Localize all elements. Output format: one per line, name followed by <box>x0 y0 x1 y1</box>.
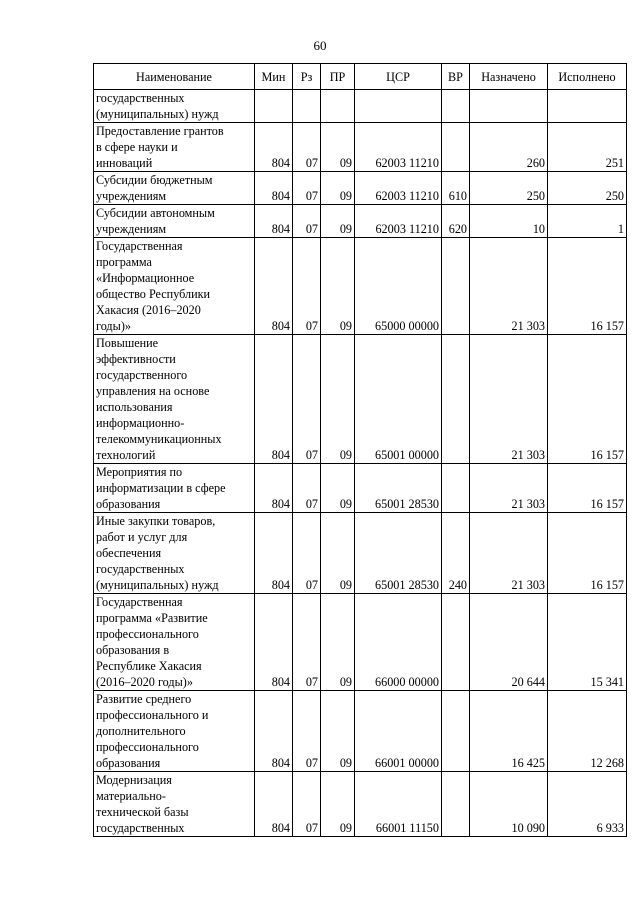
cell-assigned: 10 <box>470 205 548 238</box>
cell-name-line: Повышение <box>96 336 159 350</box>
cell-assigned: 21 303 <box>470 238 548 335</box>
cell-name-line: управления на основе <box>96 384 210 398</box>
cell-name-line: государственных <box>96 91 185 105</box>
cell-name-line: образования <box>96 756 161 770</box>
cell-min: 804 <box>255 335 293 464</box>
cell-pr <box>321 90 355 123</box>
cell-assigned: 21 303 <box>470 335 548 464</box>
cell-name-line: программа <box>96 255 152 269</box>
cell-pr: 09 <box>321 172 355 205</box>
cell-assigned: 10 090 <box>470 772 548 837</box>
cell-rz: 07 <box>293 691 321 772</box>
cell-name-line: государственных <box>96 562 185 576</box>
cell-min: 804 <box>255 123 293 172</box>
cell-name-line: дополнительного <box>96 724 186 738</box>
table-row <box>94 205 627 238</box>
cell-vr <box>442 123 470 172</box>
cell-name-line: общество Республики <box>96 287 211 301</box>
cell-vr: 620 <box>442 205 470 238</box>
table-body <box>94 90 627 837</box>
cell-pr: 09 <box>321 335 355 464</box>
table-header-row <box>94 64 627 90</box>
cell-executed: 16 157 <box>548 238 627 335</box>
cell-pr: 09 <box>321 594 355 691</box>
cell-assigned <box>470 90 548 123</box>
cell-rz: 07 <box>293 772 321 837</box>
cell-vr <box>442 464 470 513</box>
cell-name-line: Хакасия (2016–2020 <box>96 303 201 317</box>
table-row <box>94 90 627 123</box>
cell-csr: 66000 00000 <box>355 594 442 691</box>
cell-name-line: (2016–2020 годы)» <box>96 675 193 689</box>
cell-assigned: 21 303 <box>470 513 548 594</box>
table-row <box>94 464 627 513</box>
cell-name-line: государственного <box>96 368 188 382</box>
cell-name-line: Модернизация <box>96 773 172 787</box>
cell-min: 804 <box>255 772 293 837</box>
cell-name-line: профессионального <box>96 627 199 641</box>
cell-name-line: использования <box>96 400 173 414</box>
cell-name-line: телекоммуникационных <box>96 432 222 446</box>
cell-executed: 16 157 <box>548 513 627 594</box>
header-min: Мин <box>255 64 293 90</box>
table-row <box>94 335 627 464</box>
cell-name <box>94 691 255 772</box>
cell-name-line: инноваций <box>96 156 153 170</box>
cell-name-line: образования в <box>96 643 170 657</box>
cell-name-line: технологий <box>96 448 156 462</box>
cell-name-line: информационно- <box>96 416 185 430</box>
cell-name <box>94 594 255 691</box>
table-row <box>94 594 627 691</box>
cell-rz: 07 <box>293 205 321 238</box>
cell-executed: 16 157 <box>548 335 627 464</box>
cell-min: 804 <box>255 594 293 691</box>
cell-name-line: Развитие среднего <box>96 692 192 706</box>
cell-vr: 610 <box>442 172 470 205</box>
cell-csr: 62003 11210 <box>355 123 442 172</box>
cell-executed: 251 <box>548 123 627 172</box>
cell-name <box>94 513 255 594</box>
cell-rz <box>293 90 321 123</box>
cell-executed <box>548 90 627 123</box>
cell-name <box>94 772 255 837</box>
page-number: 60 <box>313 38 327 53</box>
budget-table <box>93 63 627 837</box>
cell-name-line: профессионального <box>96 740 199 754</box>
header-executed: Исполнено <box>548 64 627 90</box>
cell-name <box>94 464 255 513</box>
cell-vr <box>442 335 470 464</box>
cell-name-line: в сфере науки и <box>96 140 178 154</box>
cell-rz: 07 <box>293 123 321 172</box>
header-rz: Рз <box>293 64 321 90</box>
cell-executed: 6 933 <box>548 772 627 837</box>
table-row <box>94 513 627 594</box>
cell-name-line: работ и услуг для <box>96 530 188 544</box>
cell-executed: 250 <box>548 172 627 205</box>
cell-name-line: технической базы <box>96 805 189 819</box>
cell-pr: 09 <box>321 772 355 837</box>
cell-pr: 09 <box>321 205 355 238</box>
header-pr: ПР <box>321 64 355 90</box>
cell-name-line: информатизации в сфере <box>96 481 226 495</box>
cell-vr: 240 <box>442 513 470 594</box>
cell-rz: 07 <box>293 172 321 205</box>
cell-name <box>94 172 255 205</box>
table-row <box>94 691 627 772</box>
cell-name <box>94 123 255 172</box>
cell-min: 804 <box>255 238 293 335</box>
cell-pr: 09 <box>321 123 355 172</box>
cell-assigned: 16 425 <box>470 691 548 772</box>
cell-name-line: Предоставление грантов <box>96 124 224 138</box>
cell-name-line: «Информационное <box>96 271 195 285</box>
cell-name-line: профессионального и <box>96 708 209 722</box>
cell-rz: 07 <box>293 513 321 594</box>
cell-min: 804 <box>255 464 293 513</box>
cell-csr: 66001 00000 <box>355 691 442 772</box>
cell-name-line: Мероприятия по <box>96 465 183 479</box>
table-row <box>94 172 627 205</box>
cell-name-line: материально- <box>96 789 166 803</box>
cell-name-line: (муниципальных) нужд <box>96 107 219 121</box>
cell-pr: 09 <box>321 464 355 513</box>
cell-name-line: государственных <box>96 821 185 835</box>
cell-name-line: учреждениям <box>96 222 167 236</box>
cell-name <box>94 335 255 464</box>
cell-min <box>255 90 293 123</box>
cell-pr: 09 <box>321 691 355 772</box>
table-row <box>94 238 627 335</box>
cell-assigned: 260 <box>470 123 548 172</box>
cell-name <box>94 238 255 335</box>
cell-name <box>94 90 255 123</box>
cell-min: 804 <box>255 172 293 205</box>
cell-pr: 09 <box>321 238 355 335</box>
header-csr: ЦСР <box>355 64 442 90</box>
cell-csr: 65001 28530 <box>355 513 442 594</box>
header-assigned: Назначено <box>470 64 548 90</box>
cell-csr: 65001 00000 <box>355 335 442 464</box>
cell-name-line: Субсидии автономным <box>96 206 215 220</box>
cell-vr <box>442 238 470 335</box>
cell-executed: 15 341 <box>548 594 627 691</box>
cell-min: 804 <box>255 513 293 594</box>
cell-csr: 66001 11150 <box>355 772 442 837</box>
cell-min: 804 <box>255 691 293 772</box>
cell-name-line: обеспечения <box>96 546 162 560</box>
cell-name-line: эффективности <box>96 352 176 366</box>
cell-csr: 62003 11210 <box>355 205 442 238</box>
cell-csr <box>355 90 442 123</box>
cell-name-line: Государственная <box>96 239 183 253</box>
cell-name <box>94 205 255 238</box>
cell-name-line: учреждениям <box>96 189 167 203</box>
cell-assigned: 21 303 <box>470 464 548 513</box>
cell-rz: 07 <box>293 335 321 464</box>
table-row <box>94 123 627 172</box>
cell-csr: 65000 00000 <box>355 238 442 335</box>
table-row <box>94 772 627 837</box>
cell-pr: 09 <box>321 513 355 594</box>
cell-name-line: Субсидии бюджетным <box>96 173 213 187</box>
cell-name-line: Государственная <box>96 595 183 609</box>
cell-vr <box>442 90 470 123</box>
cell-vr <box>442 691 470 772</box>
cell-name-line: (муниципальных) нужд <box>96 578 219 592</box>
cell-name-line: образования <box>96 497 161 511</box>
cell-name-line: Иные закупки товаров, <box>96 514 216 528</box>
cell-name-line: Республике Хакасия <box>96 659 202 673</box>
cell-name-line: программа «Развитие <box>96 611 208 625</box>
cell-min: 804 <box>255 205 293 238</box>
cell-csr: 65001 28530 <box>355 464 442 513</box>
header-name: Наименование <box>94 64 255 90</box>
cell-executed: 16 157 <box>548 464 627 513</box>
cell-rz: 07 <box>293 464 321 513</box>
cell-assigned: 250 <box>470 172 548 205</box>
cell-rz: 07 <box>293 594 321 691</box>
cell-vr <box>442 594 470 691</box>
header-vr: ВР <box>442 64 470 90</box>
cell-executed: 12 268 <box>548 691 627 772</box>
cell-vr <box>442 772 470 837</box>
cell-assigned: 20 644 <box>470 594 548 691</box>
cell-csr: 62003 11210 <box>355 172 442 205</box>
cell-rz: 07 <box>293 238 321 335</box>
cell-name-line: годы)» <box>96 319 131 333</box>
cell-executed: 1 <box>548 205 627 238</box>
